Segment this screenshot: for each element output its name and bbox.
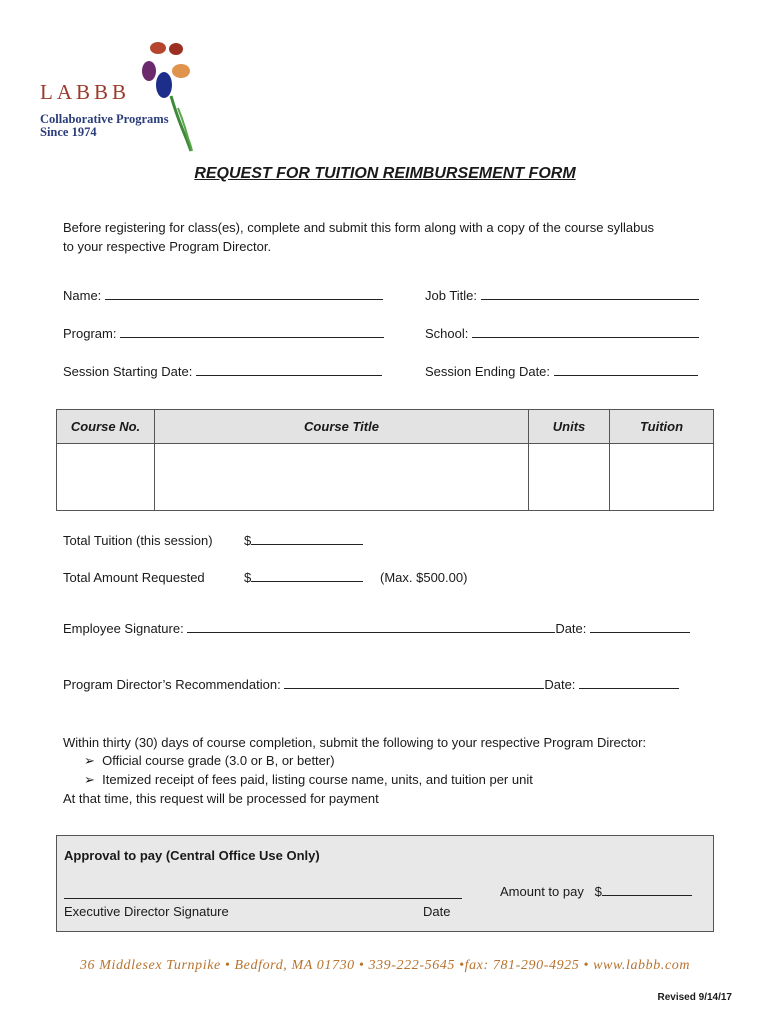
session-start-input-line[interactable] (196, 364, 382, 376)
program-label: Program: (63, 326, 117, 341)
arrow-bullet-icon: ➢ (84, 772, 95, 787)
arrow-bullet-icon: ➢ (84, 753, 95, 768)
instructions-lead: Within thirty (30) days of course completion, submit the following to your respective Program Director: (63, 735, 647, 750)
col-header-course-title: Course Title (155, 410, 529, 444)
employee-signature-line[interactable] (187, 621, 555, 633)
job-title-input-line[interactable] (481, 288, 699, 300)
intro-line-1: Before registering for class(es), complete and submit this form along with a copy of the course syllabus (63, 220, 655, 235)
employee-signature-label: Employee Signature: (63, 621, 184, 636)
session-end-label: Session Ending Date: (425, 364, 551, 379)
amount-to-pay-label: Amount to pay (500, 884, 584, 899)
instruction-bullet-1: ➢ Official course grade (3.0 or B, or better) (84, 753, 335, 768)
session-end-input-line[interactable] (554, 364, 698, 376)
instruction-bullet-2: ➢ Itemized receipt of fees paid, listing course name, units, and tuition per unit (84, 772, 533, 787)
total-requested-input-line[interactable] (251, 570, 363, 582)
course-no-cell[interactable] (57, 444, 155, 510)
director-date-line[interactable] (579, 677, 679, 689)
executive-signature-label: Executive Director Signature (64, 904, 229, 919)
course-title-cell[interactable] (155, 444, 529, 510)
max-amount-note: (Max. $500.00) (380, 570, 468, 585)
program-input-line[interactable] (120, 326, 384, 338)
dollar-sign: $ (244, 533, 252, 548)
approval-box (56, 835, 714, 932)
course-table (56, 409, 714, 511)
dollar-sign: $ (244, 570, 252, 585)
tuition-cell[interactable] (610, 444, 713, 510)
dollar-sign: $ (594, 884, 602, 899)
total-tuition-input-line[interactable] (251, 533, 363, 545)
col-header-course-no: Course No. (57, 410, 155, 444)
job-title-field[interactable] (425, 287, 699, 305)
director-recommendation-field[interactable] (63, 676, 679, 694)
director-recommendation-line[interactable] (284, 677, 544, 689)
total-tuition-label: Total Tuition (this session) (63, 533, 213, 548)
logo-tagline: Collaborative Programs Since 1974 (40, 112, 169, 139)
director-date-label: Date: (544, 677, 576, 692)
school-label: School: (425, 326, 469, 341)
footer-address: 36 Middlesex Turnpike • Bedford, MA 01730 • 339-222-5645 •fax: 781-290-4925 • www.labbb.com (79, 958, 691, 973)
col-header-tuition: Tuition (610, 410, 713, 444)
revision-date: Revised 9/14/17 (657, 992, 732, 1003)
director-recommendation-label: Program Director’s Recommendation: (63, 677, 281, 692)
job-title-label: Job Title: (425, 288, 478, 303)
session-start-field[interactable] (63, 363, 382, 381)
employee-date-line[interactable] (590, 621, 690, 633)
form-title: REQUEST FOR TUITION REIMBURSEMENT FORM (194, 165, 576, 182)
program-field[interactable] (63, 325, 384, 343)
total-requested-label: Total Amount Requested (63, 570, 205, 585)
amount-to-pay-line[interactable] (602, 884, 692, 896)
name-input-line[interactable] (105, 288, 383, 300)
session-start-label: Session Starting Date: (63, 364, 193, 379)
intro-line-2: to your respective Program Director. (63, 239, 272, 254)
executive-signature-line[interactable] (64, 887, 462, 899)
employee-signature-field[interactable] (63, 620, 690, 638)
col-header-units: Units (529, 410, 610, 444)
logo-wordmark: LABBB (40, 80, 131, 104)
amount-to-pay-field[interactable] (500, 883, 692, 901)
school-field[interactable] (425, 325, 699, 343)
units-cell[interactable] (529, 444, 610, 510)
name-label: Name: (63, 288, 102, 303)
labbb-logo (38, 38, 218, 158)
approval-date-label: Date (423, 904, 451, 919)
name-field[interactable] (63, 287, 383, 305)
school-input-line[interactable] (472, 326, 699, 338)
approval-heading: Approval to pay (Central Office Use Only) (64, 848, 320, 863)
instructions-closing: At that time, this request will be processed for payment (63, 791, 379, 806)
total-tuition-field[interactable] (244, 532, 363, 550)
total-requested-field[interactable] (244, 569, 363, 587)
session-end-field[interactable] (425, 363, 698, 381)
employee-date-label: Date: (555, 621, 587, 636)
